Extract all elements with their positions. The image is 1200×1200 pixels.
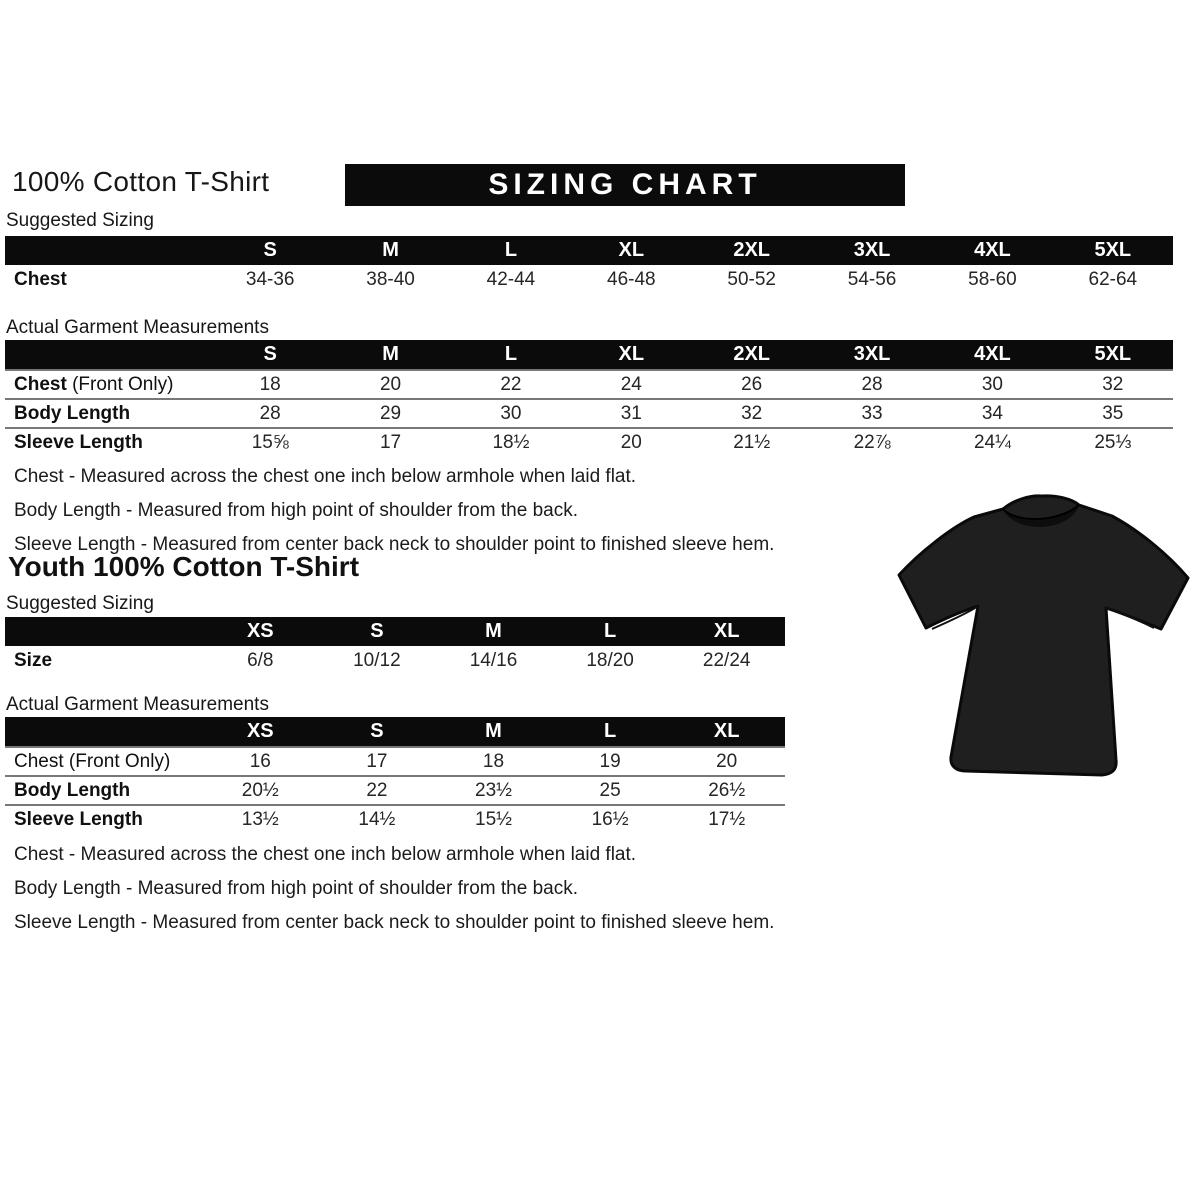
measurement-cell: 46-48 — [607, 269, 656, 290]
row-label: Body Length — [14, 403, 131, 424]
measurement-cell: 20 — [379, 374, 402, 395]
size-header-cell: 3XL — [853, 239, 891, 261]
row-label: Sleeve Length — [14, 809, 143, 830]
measurement-cell: 34 — [981, 403, 1003, 424]
measurement-cell: 54-56 — [847, 269, 897, 290]
youth-title: Youth 100% Cotton T-Shirt — [8, 551, 360, 582]
table-row-chest — [5, 746, 785, 775]
youth-suggested-sizing-label: Suggested Sizing — [6, 593, 154, 614]
note-line: Body Length - Measured from high point of shoulder from the back. — [14, 500, 578, 521]
size-header-cell: 4XL — [974, 343, 1011, 365]
table-header-row — [5, 617, 785, 646]
youth-actual-measurements-table — [5, 717, 785, 833]
measurement-cell: 16 — [249, 751, 271, 772]
measurement-cell: 22 — [366, 780, 388, 801]
measurement-cell: 35 — [1102, 403, 1124, 424]
page-title: 100% Cotton T-Shirt — [12, 166, 270, 197]
size-header-cell: S — [370, 620, 384, 642]
row-label: Body Length — [14, 780, 131, 801]
measurement-cell: 22 — [500, 374, 522, 395]
measurement-cell: 28 — [861, 374, 883, 395]
table-row-chest — [5, 265, 1173, 295]
size-header-cell: 2XL — [733, 239, 771, 261]
measurement-cell: 13½ — [241, 809, 279, 830]
measurement-cell: 17½ — [708, 809, 746, 830]
size-header-cell: XL — [713, 720, 740, 742]
measurement-cell: 24¼ — [973, 432, 1011, 453]
size-header-cell: XL — [713, 620, 740, 642]
measurement-cell: 18 — [259, 374, 281, 395]
measurement-cell: 22⅞ — [853, 432, 891, 453]
adult-actual-measurements-table — [5, 340, 1173, 456]
size-header-cell: S — [263, 239, 277, 261]
size-header-cell: L — [603, 620, 617, 642]
measurement-cell: 32 — [1102, 374, 1124, 395]
youth-suggested-sizing-table — [5, 617, 785, 676]
measurement-cell: 31 — [620, 403, 642, 424]
row-label: Chest (Front Only) — [14, 751, 171, 772]
measurement-cell: 17 — [366, 751, 388, 772]
measurement-cell: 25⅓ — [1094, 432, 1132, 453]
size-header-cell: XL — [618, 239, 645, 261]
measurement-cell: 19 — [599, 751, 621, 772]
size-header-cell: M — [382, 343, 399, 365]
size-header-cell: 5XL — [1094, 239, 1132, 261]
table-row-sleeve-length — [5, 804, 785, 833]
measurement-cell: 33 — [861, 403, 883, 424]
measurement-cell: 18½ — [492, 432, 530, 453]
table-row-size — [5, 646, 785, 676]
table-header-row — [5, 340, 1173, 369]
table-corner-cell — [5, 236, 210, 265]
measurement-cell: 18 — [482, 751, 505, 772]
note-line: Sleeve Length - Measured from center back neck to shoulder point to finished sleeve hem. — [14, 534, 775, 555]
measurement-cell: 32 — [741, 403, 763, 424]
youth-actual-measurements-label: Actual Garment Measurements — [6, 694, 269, 715]
table-corner-cell — [5, 617, 202, 646]
row-label: Chest (Front Only) — [14, 374, 174, 395]
measurement-cell: 26 — [741, 374, 763, 395]
size-header-cell: M — [485, 620, 502, 642]
size-header-cell: 2XL — [733, 343, 771, 365]
measurement-cell: 62-64 — [1088, 269, 1138, 290]
measurement-cell: 21½ — [733, 432, 771, 453]
note-line: Sleeve Length - Measured from center back neck to shoulder point to finished sleeve hem. — [14, 912, 775, 933]
row-label: Chest — [14, 269, 67, 290]
size-header-cell: S — [263, 343, 277, 365]
measurement-cell: 25 — [599, 780, 621, 801]
measurement-cell: 17 — [379, 432, 402, 453]
measurement-cell: 26½ — [708, 780, 746, 801]
size-header-cell: S — [370, 720, 384, 742]
table-corner-cell — [5, 340, 210, 369]
measurement-cell: 20 — [716, 751, 738, 772]
measurement-cell: 18/20 — [586, 650, 634, 671]
size-header-cell: M — [485, 720, 502, 742]
measurement-cell: 34-36 — [245, 269, 295, 290]
size-header-cell: XS — [246, 620, 274, 642]
youth-measurement-notes — [14, 844, 774, 946]
size-header-cell: L — [603, 720, 617, 742]
size-header-cell: XL — [618, 343, 645, 365]
measurement-cell: 38-40 — [366, 269, 415, 290]
black-tshirt-icon — [890, 482, 1197, 804]
tshirt-image — [890, 482, 1197, 804]
adult-suggested-sizing-label: Suggested Sizing — [6, 210, 154, 231]
measurement-cell: 30 — [500, 403, 522, 424]
measurement-cell: 16½ — [591, 809, 629, 830]
table-header-row — [5, 236, 1173, 265]
measurement-cell: 58-60 — [968, 269, 1017, 290]
measurement-cell: 20½ — [241, 780, 279, 801]
note-line: Chest - Measured across the chest one inch below armhole when laid flat. — [14, 844, 637, 865]
row-label: Size — [14, 650, 53, 671]
measurement-cell: 14/16 — [469, 650, 518, 671]
note-line: Chest - Measured across the chest one inch below armhole when laid flat. — [14, 466, 637, 487]
size-header-cell: L — [504, 239, 518, 261]
size-header-cell: 3XL — [853, 343, 891, 365]
measurement-cell: 23½ — [475, 780, 512, 801]
table-row-body-length — [5, 775, 785, 804]
size-header-cell: M — [382, 239, 399, 261]
measurement-cell: 15½ — [475, 809, 512, 830]
measurement-cell: 42-44 — [486, 269, 536, 290]
adult-suggested-sizing-table — [5, 236, 1173, 295]
table-corner-cell — [5, 717, 202, 746]
measurement-cell: 30 — [981, 374, 1003, 395]
table-row-body-length — [5, 398, 1173, 427]
measurement-cell: 15⅝ — [251, 432, 289, 453]
measurement-cell: 29 — [379, 403, 402, 424]
table-header-row — [5, 717, 785, 746]
sizing-chart-banner: SIZING CHART — [345, 164, 905, 206]
measurement-cell: 28 — [259, 403, 281, 424]
measurement-cell: 22/24 — [702, 650, 751, 671]
row-label: Sleeve Length — [14, 432, 143, 453]
measurement-cell: 10/12 — [353, 650, 401, 671]
measurement-cell: 20 — [620, 432, 642, 453]
table-row-chest — [5, 369, 1173, 398]
measurement-cell: 50-52 — [727, 269, 776, 290]
size-header-cell: XS — [246, 720, 274, 742]
size-header-cell: 5XL — [1094, 343, 1132, 365]
adult-actual-measurements-label: Actual Garment Measurements — [6, 317, 269, 338]
size-header-cell: L — [504, 343, 518, 365]
measurement-cell: 14½ — [358, 809, 396, 830]
table-row-sleeve-length — [5, 427, 1173, 456]
size-header-cell: 4XL — [974, 239, 1011, 261]
measurement-cell: 6/8 — [247, 650, 274, 671]
note-line: Body Length - Measured from high point of shoulder from the back. — [14, 878, 578, 899]
measurement-cell: 24 — [620, 374, 642, 395]
